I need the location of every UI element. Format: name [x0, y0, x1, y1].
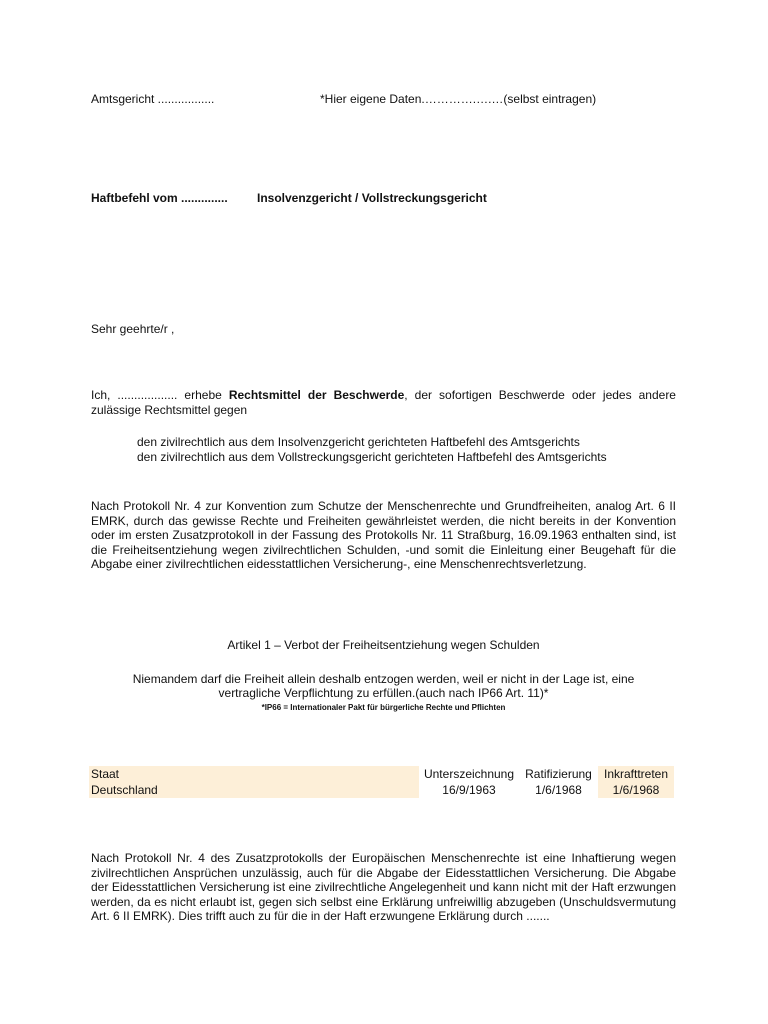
intro-paragraph [91, 388, 676, 417]
salutation: Sehr geehrte/r , [91, 322, 175, 336]
own-data-line: *Hier eigene Daten.………….….…(selbst eintragen) [320, 92, 597, 106]
table-cell: 16/9/1963 [419, 782, 519, 798]
court-type: Insolvenzgericht / Vollstreckungsgericht [257, 191, 487, 205]
intro-bold: Rechtsmittel der Beschwerde [228, 388, 405, 402]
article-title: Artikel 1 – Verbot der Freiheitsentziehung wegen Schulden [227, 638, 540, 652]
ratification-table [89, 766, 674, 798]
table-header-cell: Unterszeichnung [419, 766, 519, 782]
against-item: den zivilrechtlich aus dem Insolvenzgericht gerichteten Haftbefehl des Amtsgerichts [137, 435, 580, 449]
intro-text-1: Ich, .................. erhebe [91, 388, 229, 402]
protocol-paragraph: Nach Protokoll Nr. 4 zur Konvention zum Schutze der Menschenrechte und Grundfreiheiten, analog Art. 6 II EMRK, durch das gewisse Rechte und Freiheiten gewährleistet werden, die nicht bereits in der Konvention oder im ersten Zusatzprotokoll in der Fassung des Protokolls Nr. 11 Straßburg, 16.09.1963 enthalten sind, ist die Freiheitsentziehung wegen zivilrechtlichen Schulden, -und somit die Einleitung einer Beugehaft für die Abgabe einer zivilrechtlichen eidesstattlichen Versicherung-, eine Menschenrechtsverletzung. [91, 499, 676, 572]
closing-paragraph: Nach Protokoll Nr. 4 des Zusatzprotokolls der Europäischen Menschenrechte ist eine Inhaftierung wegen zivilrechtlichen Ansprüchen unzulässig, auch für die Abgabe der Eidesstattlichen Versicherung. Die Abgabe der Eidesstattlichen Versicherung ist eine zivilrechtliche Angelegenheit und kann nicht mit der Haft erzwungen werden, da es nicht erlaubt ist, gegen sich selbst eine Erklärung unfreiwillig abzugeben (Unschuldsvermutung Art. 6 II EMRK). Dies trifft auch zu für die in der Haft erzwungene Erklärung durch ....... [91, 851, 676, 924]
table-row [89, 782, 674, 798]
table-cell: Deutschland [89, 782, 419, 798]
article-line-1: Niemandem darf die Freiheit allein deshalb entzogen werden, weil er nicht in der Lage ist, eine [132, 672, 635, 686]
intro-text-2: , der sofortigen Beschwerde oder jedes andere zulässige Rechtsmittel gegen [91, 388, 676, 417]
article-line-2: vertragliche Verpflichtung zu erfüllen.(auch nach IP66 Art. 11)* [218, 686, 549, 700]
court-line: Amtsgericht ................. [91, 92, 215, 106]
article-footnote: *IP66 = Internationaler Pakt für bürgerliche Rechte und Pflichten [261, 703, 506, 712]
table-header-row [89, 766, 674, 782]
against-item: den zivilrechtlich aus dem Vollstreckungsgericht gerichteten Haftbefehl des Amtsgerichts [137, 450, 607, 464]
table-header-cell: Inkrafttreten [598, 766, 674, 782]
table-cell: 1/6/1968 [598, 782, 674, 798]
table-cell: 1/6/1968 [519, 782, 598, 798]
warrant-line: Haftbefehl vom .............. [91, 191, 228, 205]
table-header-cell: Ratifizierung [519, 766, 598, 782]
table-header-cell: Staat [89, 766, 419, 782]
